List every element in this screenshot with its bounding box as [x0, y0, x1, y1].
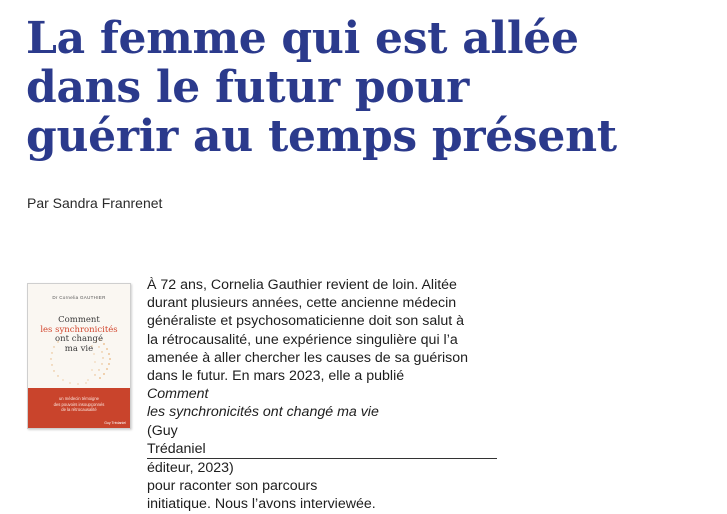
intro-line: durant plusieurs années, cette ancienne médecin — [147, 295, 457, 312]
book-cover-title-line: ma vie — [64, 343, 94, 354]
book-cover-subtitle-line: de la rétrocausalité — [61, 407, 97, 412]
book-cover-title-line: Comment — [58, 315, 100, 325]
intro-line: la rétrocausalité, une expérience singulière qui l’a — [147, 331, 458, 348]
intro-line — [147, 367, 497, 403]
intro-line — [147, 403, 497, 459]
book-cover-subtitle-line: des pouvoirs insoupçonnés — [53, 401, 105, 407]
book-cover-publisher-logo: Guy Trédaniel — [104, 421, 126, 425]
intro-line: généraliste et psychosomaticienne doit son salut à — [147, 313, 465, 330]
intro-line: initiatique. Nous l’avons interviewée. — [147, 496, 376, 513]
intro-text: pour raconter son parcours — [147, 478, 318, 495]
book-title-italic: les synchronicités ont changé ma vie — [147, 404, 379, 421]
intro-text: éditeur, 2023) — [147, 460, 234, 477]
headline-line: dans le futur pour — [26, 62, 470, 113]
book-cover-subtitle-line: un médecin témoigne — [58, 396, 100, 401]
article-headline — [26, 14, 706, 161]
book-cover-title — [28, 316, 130, 354]
book-cover-subtitle — [28, 396, 130, 413]
article-intro — [147, 276, 497, 514]
book-cover-title-line: les synchronicités — [40, 324, 118, 335]
intro-text: dans le futur. En mars 2023, elle a publié — [147, 368, 405, 385]
headline-line: guérir au temps présent — [26, 111, 617, 162]
headline-line: La femme qui est allée — [26, 13, 579, 64]
intro-line: amenée à aller chercher les causes de sa guérison — [147, 349, 468, 366]
book-cover-title-line: ont changé — [55, 334, 103, 344]
intro-text: (Guy — [147, 422, 178, 439]
intro-line: À 72 ans, Cornelia Gauthier revient de loin. Alitée — [147, 277, 457, 293]
publisher-name: Trédaniel — [147, 440, 497, 459]
book-title-italic: Comment — [147, 386, 209, 403]
intro-line — [147, 459, 497, 495]
book-cover-band — [28, 388, 130, 428]
book-cover-author: Dr Cornelia GAUTHIER — [52, 295, 106, 300]
article-byline: Par Sandra Franrenet — [27, 195, 163, 211]
book-cover-image — [27, 283, 131, 429]
